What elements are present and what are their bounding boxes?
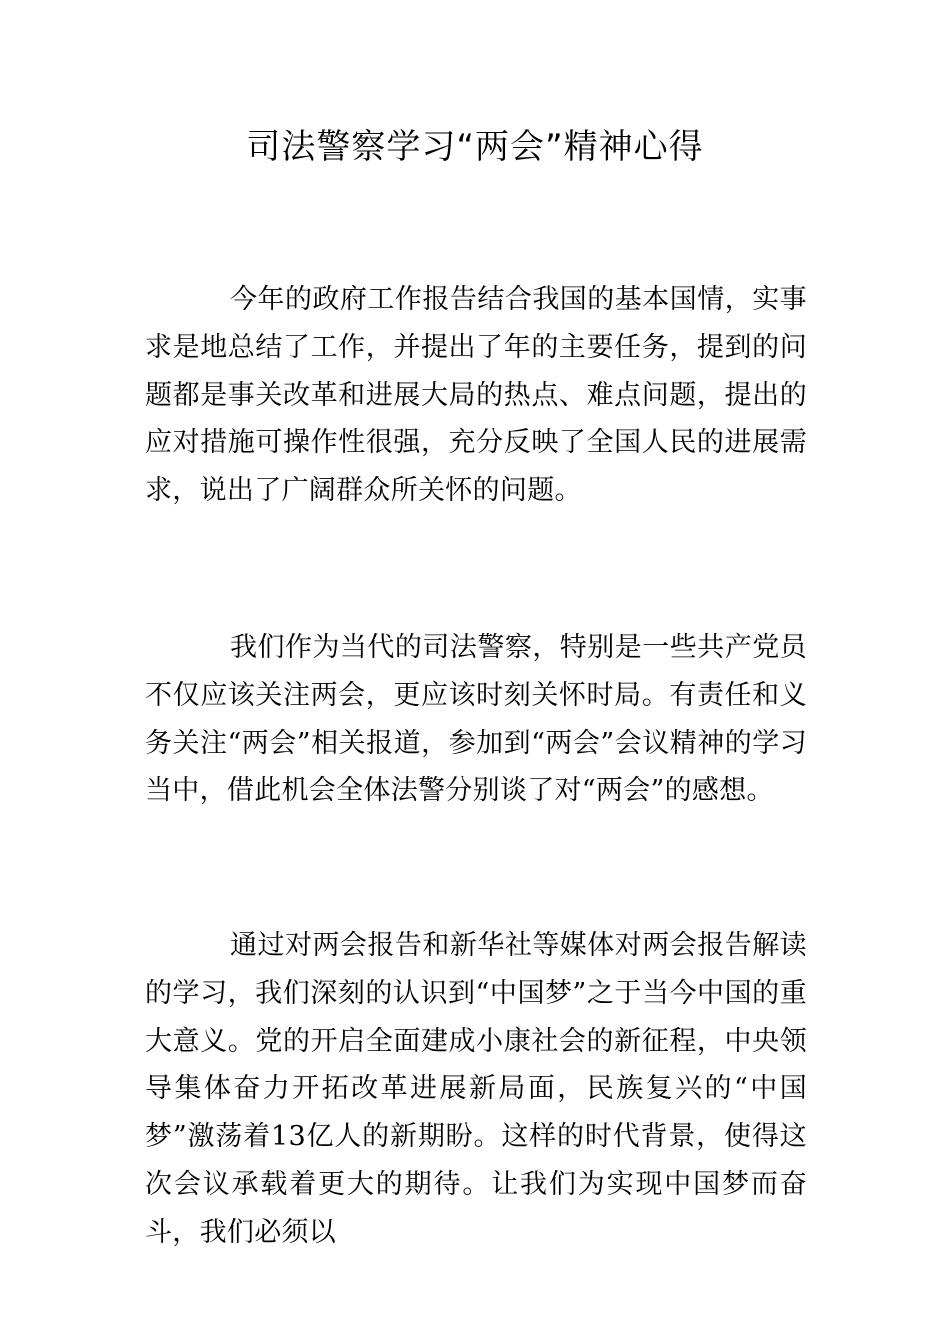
paragraph-3: 通过对两会报告和新华社等媒体对两会报告解读的学习，我们深刻的认识到“中国梦”之于当今中国的重大意义。党的开启全面建成小康社会的新征程，中央领导集体奋力开拓改革进展新局面，民族复兴的“中国梦”激荡着13亿人的新期盼。这样的时代背景，使得这次会议承载着更大的期待。让我们为实现中国梦而奋斗，我们必须以 xyxy=(145,930,807,1248)
paragraph-1: 今年的政府工作报告结合我国的基本国情，实事求是地总结了工作，并提出了年的主要任务，提到的问题都是事关改革和进展大局的热点、难点问题，提出的应对措施可操作性很强，充分反映了全国人民的进展需求，说出了广阔群众所关怀的问题。 xyxy=(145,284,807,507)
document-title: 司法警察学习“两会”精神心得 xyxy=(246,127,704,167)
paragraph-2: 我们作为当代的司法警察，特别是一些共产党员不仅应该关注两会，更应该时刻关怀时局。有责任和义务关注“两会”相关报道，参加到“两会”会议精神的学习当中，借此机会全体法警分别谈了对“两会”的感想。 xyxy=(145,632,807,807)
